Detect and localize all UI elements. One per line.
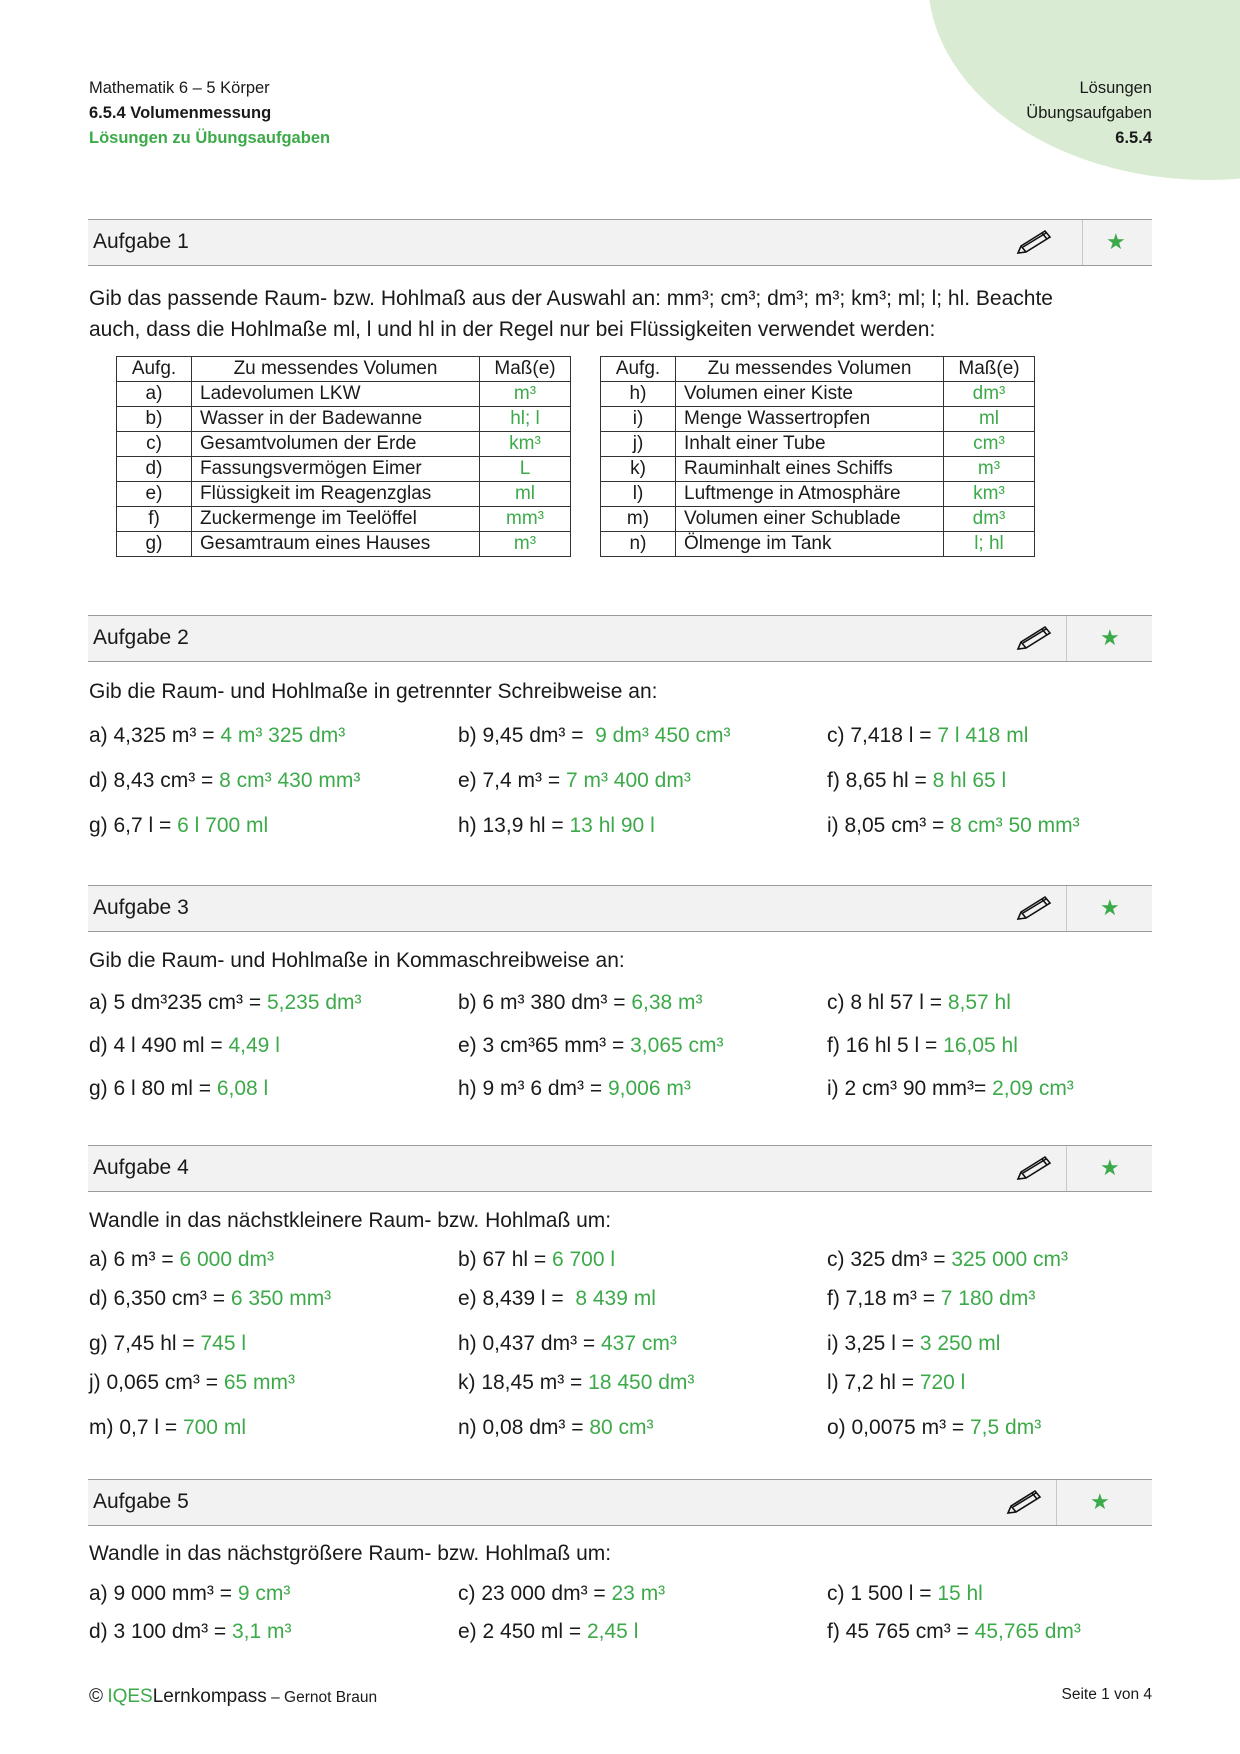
exercise-item: [89, 1077, 268, 1101]
row-item: Gesamtraum eines Hauses: [192, 532, 480, 557]
exercise-answer: 2,45 l: [586, 1620, 639, 1643]
task-title: Aufgabe 4: [93, 1156, 189, 1179]
exercise-question: g) 6 l 80 ml =: [89, 1077, 217, 1100]
divider: [1082, 220, 1083, 265]
star-icon: ★: [1106, 229, 1126, 254]
row-answer: mm³: [480, 507, 571, 532]
exercise-item: [458, 1248, 615, 1272]
row-label: i): [601, 407, 676, 432]
task-4-header: [88, 1145, 1152, 1192]
col-header: Zu messendes Volumen: [192, 357, 480, 382]
task-4-intro: Wandle in das nächstkleinere Raum- bzw. Hohlmaß um:: [89, 1209, 612, 1232]
intro-line-1: Gib das passende Raum- bzw. Hohlmaß aus der Auswahl an: mm³; cm³; dm³; m³; km³; ml; l; hl. Beachte: [89, 287, 1053, 310]
row-item: Flüssigkeit im Reagenzglas: [192, 482, 480, 507]
exercise-item: [89, 814, 268, 838]
table-row: [601, 482, 1035, 507]
col-header: Aufg.: [117, 357, 192, 382]
row-item: Volumen einer Kiste: [676, 382, 944, 407]
exercise-answer: 2,09 cm³: [992, 1077, 1074, 1100]
intro-line-2: auch, dass die Hohlmaße ml, l und hl in der Regel nur bei Flüssigkeiten verwendet werden:: [89, 318, 936, 341]
page-number: Seite 1 von 4: [1061, 1686, 1152, 1703]
exercise-item: [89, 724, 345, 748]
exercise-answer: 8 cm³ 430 mm³: [219, 769, 361, 792]
header-type: Lösungen: [1079, 79, 1152, 97]
exercise-item: [458, 814, 655, 838]
exercise-item: [827, 1371, 965, 1395]
exercise-answer: 8 cm³ 50 mm³: [950, 814, 1080, 837]
exercise-question: e) 7,4 m³ =: [458, 769, 566, 792]
row-label: k): [601, 457, 676, 482]
exercise-answer: 9,006 m³: [607, 1077, 691, 1100]
row-answer: km³: [480, 432, 571, 457]
exercise-question: f) 45 765 cm³ =: [827, 1620, 975, 1643]
header-subject: Mathematik 6 – 5 Körper: [89, 79, 270, 97]
table-row: [117, 382, 571, 407]
row-label: m): [601, 507, 676, 532]
table-row: [601, 382, 1035, 407]
row-label: c): [117, 432, 192, 457]
brand-iqes: IQES: [107, 1686, 153, 1707]
exercise-item: [827, 769, 1006, 793]
exercise-item: [827, 991, 1011, 1015]
row-answer: L: [480, 457, 571, 482]
exercise-answer: 8 439 ml: [575, 1287, 656, 1310]
exercise-item: [458, 991, 703, 1015]
table-row: [117, 532, 571, 557]
exercise-item: [458, 1034, 724, 1058]
exercise-item: [89, 769, 360, 793]
star-icon: ★: [1090, 1489, 1110, 1514]
row-label: d): [117, 457, 192, 482]
row-item: Zuckermenge im Teelöffel: [192, 507, 480, 532]
row-label: f): [117, 507, 192, 532]
row-item: Menge Wassertropfen: [676, 407, 944, 432]
divider: [1066, 616, 1067, 661]
exercise-answer: 16,05 hl: [943, 1034, 1018, 1057]
table-row: [117, 432, 571, 457]
table-row: [601, 407, 1035, 432]
exercise-item: [458, 1620, 638, 1644]
exercise-item: [458, 1582, 665, 1606]
exercise-item: [89, 1620, 292, 1644]
exercise-question: j) 0,065 cm³ =: [89, 1371, 224, 1394]
exercise-question: a) 9 000 mm³ =: [89, 1582, 238, 1605]
exercise-item: [827, 1077, 1074, 1101]
row-item: Luftmenge in Atmosphäre: [676, 482, 944, 507]
exercise-answer: 23 m³: [611, 1582, 666, 1605]
task-3-header: [88, 885, 1152, 932]
volume-table-right: [600, 356, 1035, 557]
exercise-answer: 6 000 dm³: [179, 1248, 275, 1271]
exercise-question: c) 325 dm³ =: [827, 1248, 952, 1271]
row-answer: m³: [944, 457, 1035, 482]
row-item: Ölmenge im Tank: [676, 532, 944, 557]
exercise-question: h) 9 m³ 6 dm³ =: [458, 1077, 608, 1100]
task-title: Aufgabe 1: [93, 230, 189, 253]
exercise-answer: 6 l 700 ml: [177, 814, 269, 837]
exercise-question: f) 8,65 hl =: [827, 769, 933, 792]
table-row: [601, 432, 1035, 457]
table-row: [601, 532, 1035, 557]
exercise-question: h) 13,9 hl =: [458, 814, 570, 837]
exercise-question: e) 3 cm³65 mm³ =: [458, 1034, 631, 1057]
exercise-question: e) 8,439 l =: [458, 1287, 576, 1310]
header-subtitle: Lösungen zu Übungsaufgaben: [89, 129, 331, 147]
exercise-question: i) 3,25 l =: [827, 1332, 920, 1355]
exercise-item: [458, 1077, 691, 1101]
exercise-question: c) 8 hl 57 l =: [827, 991, 948, 1014]
exercise-answer: 7,5 dm³: [970, 1416, 1042, 1439]
row-label: b): [117, 407, 192, 432]
row-item: Volumen einer Schublade: [676, 507, 944, 532]
task-5-header: [88, 1479, 1152, 1526]
table-row: [117, 507, 571, 532]
exercise-answer: 15 hl: [937, 1582, 983, 1605]
divider: [1066, 1146, 1067, 1191]
exercise-question: k) 18,45 m³ =: [458, 1371, 589, 1394]
header-chapter: 6.5.4 Volumenmessung: [89, 104, 272, 122]
exercise-item: [458, 1371, 694, 1395]
table-row: [601, 507, 1035, 532]
exercise-answer: 4,49 l: [228, 1034, 280, 1057]
exercise-item: [827, 1582, 983, 1606]
row-answer: ml: [944, 407, 1035, 432]
exercise-question: i) 2 cm³ 90 mm³=: [827, 1077, 993, 1100]
pencil-icon: [1015, 227, 1053, 257]
exercise-answer: 3,065 cm³: [630, 1034, 724, 1057]
exercise-question: d) 6,350 cm³ =: [89, 1287, 231, 1310]
exercise-question: a) 4,325 m³ =: [89, 724, 221, 747]
task-1-header: [88, 219, 1152, 266]
table-row: [601, 457, 1035, 482]
exercise-item: [827, 1034, 1018, 1058]
star-icon: ★: [1100, 895, 1120, 920]
task-title: Aufgabe 3: [93, 896, 189, 919]
row-label: n): [601, 532, 676, 557]
pencil-icon: [1005, 1487, 1043, 1517]
exercise-item: [458, 1332, 677, 1356]
row-item: Gesamtvolumen der Erde: [192, 432, 480, 457]
exercise-question: e) 2 450 ml =: [458, 1620, 587, 1643]
exercise-question: f) 7,18 m³ =: [827, 1287, 941, 1310]
exercise-answer: 9 dm³ 450 cm³: [595, 724, 731, 747]
row-answer: m³: [480, 532, 571, 557]
row-label: l): [601, 482, 676, 507]
author: – Gernot Braun: [266, 1689, 378, 1706]
exercise-question: b) 6 m³ 380 dm³ =: [458, 991, 632, 1014]
col-header: Zu messendes Volumen: [676, 357, 944, 382]
row-answer: l; hl: [944, 532, 1035, 557]
row-label: g): [117, 532, 192, 557]
exercise-question: c) 23 000 dm³ =: [458, 1582, 612, 1605]
exercise-answer: 6 700 l: [551, 1248, 616, 1271]
exercise-answer: 7 m³ 400 dm³: [565, 769, 691, 792]
exercise-answer: 6,38 m³: [631, 991, 703, 1014]
exercise-answer: 13 hl 90 l: [569, 814, 655, 837]
exercise-answer: 45,765 dm³: [974, 1620, 1081, 1643]
star-icon: ★: [1100, 625, 1120, 650]
row-answer: m³: [480, 382, 571, 407]
exercise-answer: 700 ml: [182, 1416, 246, 1439]
row-item: Rauminhalt eines Schiffs: [676, 457, 944, 482]
row-answer: ml: [480, 482, 571, 507]
exercise-question: o) 0,0075 m³ =: [827, 1416, 970, 1439]
exercise-question: g) 7,45 hl =: [89, 1332, 201, 1355]
exercise-question: b) 9,45 dm³ =: [458, 724, 596, 747]
exercise-item: [89, 1371, 295, 1395]
exercise-item: [89, 1287, 331, 1311]
exercise-answer: 437 cm³: [601, 1332, 677, 1355]
exercise-answer: 5,235 dm³: [266, 991, 362, 1014]
table-row: [117, 457, 571, 482]
exercise-item: [827, 1416, 1041, 1440]
exercise-answer: 8,57 hl: [947, 991, 1011, 1014]
exercise-answer: 6 350 mm³: [230, 1287, 332, 1310]
task-1-intro: [89, 283, 1179, 345]
header-left: [89, 76, 330, 151]
row-label: j): [601, 432, 676, 457]
exercise-question: n) 0,08 dm³ =: [458, 1416, 590, 1439]
col-header: Aufg.: [601, 357, 676, 382]
copyright-symbol: ©: [89, 1686, 103, 1707]
exercise-question: a) 5 dm³235 cm³ =: [89, 991, 267, 1014]
divider: [1056, 1480, 1057, 1525]
task-title: Aufgabe 5: [93, 1490, 189, 1513]
pencil-icon: [1015, 623, 1053, 653]
task-title: Aufgabe 2: [93, 626, 189, 649]
exercise-answer: 80 cm³: [589, 1416, 654, 1439]
brand-lernkompass: Lernkompass: [152, 1686, 267, 1707]
exercise-question: d) 8,43 cm³ =: [89, 769, 220, 792]
row-label: e): [117, 482, 192, 507]
row-label: h): [601, 382, 676, 407]
row-label: a): [117, 382, 192, 407]
exercise-answer: 3,1 m³: [232, 1620, 292, 1643]
exercise-item: [89, 1248, 274, 1272]
exercise-item: [827, 814, 1080, 838]
exercise-item: [458, 769, 691, 793]
row-item: Fassungsvermögen Eimer: [192, 457, 480, 482]
exercise-answer: 6,08 l: [216, 1077, 269, 1100]
col-header: Maß(e): [480, 357, 571, 382]
exercise-question: a) 6 m³ =: [89, 1248, 180, 1271]
exercise-item: [827, 724, 1028, 748]
exercise-item: [89, 991, 362, 1015]
pencil-icon: [1015, 1153, 1053, 1183]
exercise-item: [827, 1332, 1000, 1356]
exercise-answer: 745 l: [200, 1332, 247, 1355]
exercise-question: h) 0,437 dm³ =: [458, 1332, 601, 1355]
exercise-question: m) 0,7 l =: [89, 1416, 183, 1439]
task-2-header: [88, 615, 1152, 662]
row-answer: km³: [944, 482, 1035, 507]
exercise-question: i) 8,05 cm³ =: [827, 814, 951, 837]
exercise-item: [89, 1332, 246, 1356]
exercise-answer: 18 450 dm³: [588, 1371, 695, 1394]
row-answer: dm³: [944, 382, 1035, 407]
exercise-answer: 9 cm³: [237, 1582, 291, 1605]
header-right: [1026, 76, 1152, 151]
exercise-question: d) 3 100 dm³ =: [89, 1620, 232, 1643]
exercise-question: l) 7,2 hl =: [827, 1371, 920, 1394]
exercise-item: [458, 724, 731, 748]
pencil-icon: [1015, 893, 1053, 923]
exercise-answer: 4 m³ 325 dm³: [220, 724, 346, 747]
row-item: Inhalt einer Tube: [676, 432, 944, 457]
header-number: 6.5.4: [1115, 129, 1152, 147]
row-answer: hl; l: [480, 407, 571, 432]
exercise-question: c) 1 500 l =: [827, 1582, 938, 1605]
exercise-question: b) 67 hl =: [458, 1248, 552, 1271]
col-header: Maß(e): [944, 357, 1035, 382]
exercise-question: d) 4 l 490 ml =: [89, 1034, 229, 1057]
exercise-answer: 8 hl 65 l: [932, 769, 1007, 792]
row-item: Wasser in der Badewanne: [192, 407, 480, 432]
task-5-intro: Wandle in das nächstgrößere Raum- bzw. Hohlmaß um:: [89, 1542, 612, 1565]
header-kind: Übungsaufgaben: [1026, 104, 1152, 122]
exercise-item: [827, 1620, 1081, 1644]
exercise-answer: 7 l 418 ml: [937, 724, 1029, 747]
exercise-item: [458, 1287, 656, 1311]
exercise-answer: 65 mm³: [223, 1371, 295, 1394]
exercise-item: [89, 1034, 280, 1058]
exercise-item: [827, 1248, 1068, 1272]
exercise-question: g) 6,7 l =: [89, 814, 178, 837]
exercise-question: f) 16 hl 5 l =: [827, 1034, 944, 1057]
exercise-item: [827, 1287, 1035, 1311]
exercise-item: [89, 1416, 246, 1440]
exercise-question: c) 7,418 l =: [827, 724, 938, 747]
exercise-item: [89, 1582, 290, 1606]
volume-table-left: [116, 356, 571, 557]
exercise-answer: 7 180 dm³: [940, 1287, 1036, 1310]
row-answer: cm³: [944, 432, 1035, 457]
row-item: Ladevolumen LKW: [192, 382, 480, 407]
exercise-answer: 325 000 cm³: [951, 1248, 1069, 1271]
exercise-answer: 720 l: [919, 1371, 966, 1394]
table-row: [117, 482, 571, 507]
star-icon: ★: [1100, 1155, 1120, 1180]
task-3-intro: Gib die Raum- und Hohlmaße in Kommaschreibweise an:: [89, 949, 625, 972]
exercise-answer: 3 250 ml: [919, 1332, 1001, 1355]
row-answer: dm³: [944, 507, 1035, 532]
divider: [1066, 886, 1067, 931]
exercise-item: [458, 1416, 654, 1440]
table-row: [117, 407, 571, 432]
task-2-intro: Gib die Raum- und Hohlmaße in getrennter Schreibweise an:: [89, 680, 658, 703]
footer-credit: [89, 1686, 377, 1708]
